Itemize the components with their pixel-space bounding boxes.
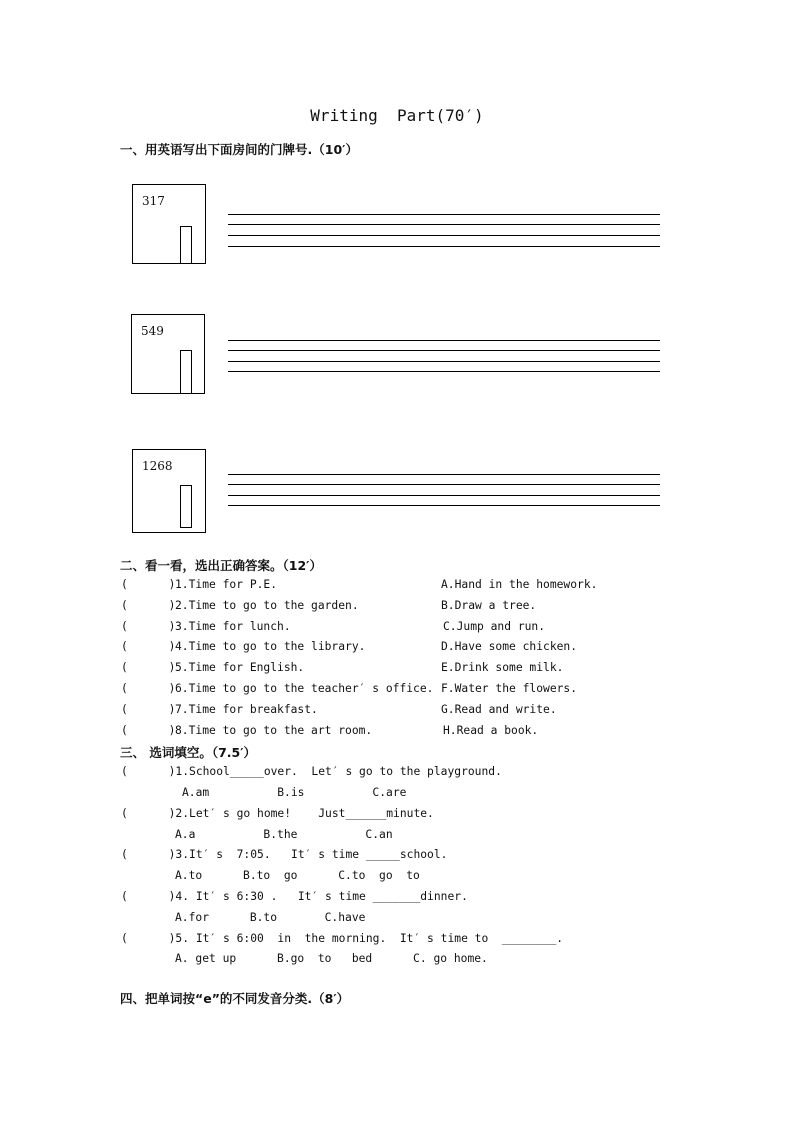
page-title: Writing Part(70′) (310, 106, 484, 125)
answer-option-e: E.Drink some milk. (441, 661, 564, 674)
answer-blank-1[interactable]: ( ) (121, 578, 176, 591)
question-7: 7.Time for breakfast. (175, 703, 318, 716)
answer-blank-6[interactable]: ( ) (121, 682, 176, 695)
question-4: 4.Time to go to the library. (175, 640, 366, 653)
door-shape-2 (180, 350, 192, 394)
answer-option-f: F.Water the flowers. (441, 682, 578, 695)
fill-options-5: A. get up B.go to bed C. go home. (175, 952, 488, 965)
fill-question-1[interactable]: ( )1.School_____over. Let′ s go to the playground. (121, 765, 502, 778)
fill-options-3: A.to B.to go C.to go to (175, 869, 420, 882)
room-number-1: 317 (142, 194, 165, 208)
question-2: 2.Time to go to the garden. (175, 599, 359, 612)
answer-blank-4[interactable]: ( ) (121, 640, 176, 653)
question-3: 3.Time for lunch. (175, 620, 291, 633)
question-1: 1.Time for P.E. (175, 578, 278, 591)
answer-blank-2[interactable]: ( ) (121, 599, 176, 612)
question-8: 8.Time to go to the art room. (175, 724, 373, 737)
section2-heading: 二、看一看，选出正确答案。（12′） (120, 558, 322, 573)
question-5: 5.Time for English. (175, 661, 305, 674)
answer-blank-7[interactable]: ( ) (121, 703, 176, 716)
section3-heading: 三、 选词填空。（7.5′） (120, 745, 257, 760)
fill-question-2[interactable]: ( )2.Let′ s go home! Just______minute. (121, 807, 434, 820)
answer-blank-8[interactable]: ( ) (121, 724, 176, 737)
answer-option-a: A.Hand in the homework. (441, 578, 598, 591)
room-door-plate-2 (131, 314, 205, 394)
answer-blank-3[interactable]: ( ) (121, 620, 176, 633)
room-door-plate-3 (132, 449, 206, 533)
fill-options-2: A.a B.the C.an (175, 828, 393, 841)
fill-question-5[interactable]: ( )5. It′ s 6:00 in the morning. It′ s time to ________. (121, 932, 564, 945)
room-number-3: 1268 (142, 459, 173, 473)
question-6: 6.Time to go to the teacher′ s office. (175, 682, 434, 695)
door-shape-1 (180, 226, 192, 264)
door-shape-3 (180, 485, 192, 528)
answer-option-h: H.Read a book. (443, 724, 539, 737)
answer-blank-5[interactable]: ( ) (121, 661, 176, 674)
fill-question-3[interactable]: ( )3.It′ s 7:05. It′ s time _____school. (121, 848, 448, 861)
room-door-plate-1 (132, 184, 206, 264)
answer-option-b: B.Draw a tree. (441, 599, 537, 612)
fill-options-4: A.for B.to C.have (175, 911, 366, 924)
section4-heading: 四、把单词按“e”的不同发音分类.（8′） (120, 991, 350, 1006)
section1-heading: 一、用英语写出下面房间的门牌号.（10′） (120, 142, 358, 157)
fill-options-1: A.am B.is C.are (182, 786, 407, 799)
fill-question-4[interactable]: ( )4. It′ s 6:30 . It′ s time _______dinner. (121, 890, 468, 903)
answer-option-g: G.Read and write. (441, 703, 557, 716)
answer-option-c: C.Jump and run. (443, 620, 546, 633)
room-number-2: 549 (141, 324, 164, 338)
answer-option-d: D.Have some chicken. (441, 640, 578, 653)
